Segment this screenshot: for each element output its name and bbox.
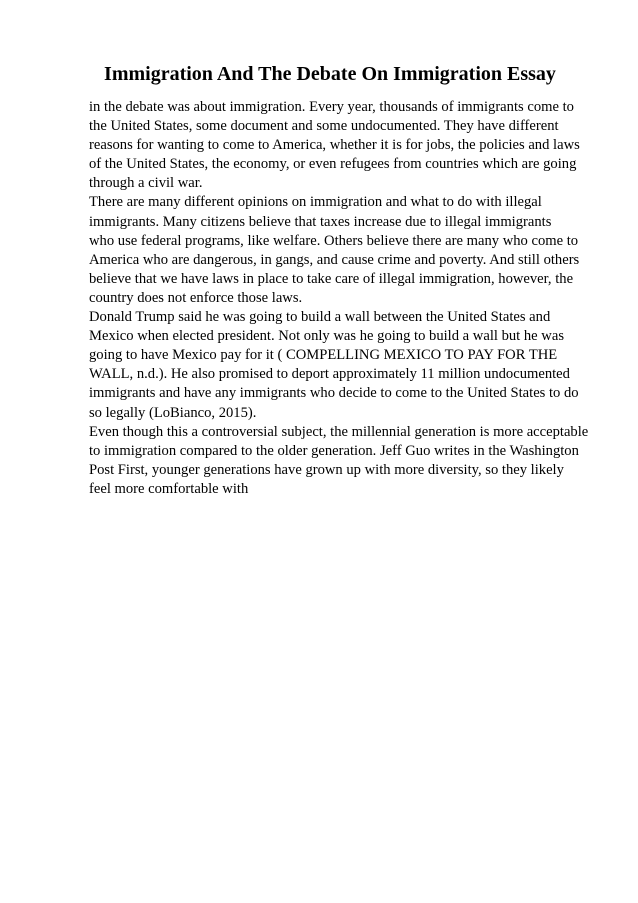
paragraph-1	[89, 98, 609, 193]
text-line: the United States, some document and some undocumented. They have different	[89, 118, 559, 135]
text-line: so legally (LoBianco, 2015).	[89, 404, 257, 421]
document-body	[89, 98, 609, 499]
text-line: who use federal programs, like welfare. Others believe there are many who come to	[89, 232, 579, 249]
text-line: reasons for wanting to come to America, whether it is for jobs, the policies and laws	[89, 137, 580, 154]
paragraph-4	[89, 423, 609, 499]
text-line: feel more comfortable with	[89, 480, 249, 497]
text-line: America who are dangerous, in gangs, and cause crime and poverty. And still others	[89, 251, 580, 268]
text-line: immigrants. Many citizens believe that taxes increase due to illegal immigrants	[89, 213, 552, 230]
text-line: Post First, younger generations have grown up with more diversity, so they likely	[89, 461, 564, 478]
text-line: immigrants and have any immigrants who decide to come to the United States to do	[89, 385, 579, 402]
text-line: through a civil war.	[89, 175, 203, 192]
paragraph-2	[89, 193, 609, 308]
text-line: in the debate was about immigration. Every year, thousands of immigrants come to	[89, 99, 574, 115]
text-line: to immigration compared to the older generation. Jeff Guo writes in the Washington	[89, 442, 579, 459]
text-line: Even though this a controversial subject, the millennial generation is more acceptable	[89, 423, 589, 440]
document-title: Immigration And The Debate On Immigration Essay	[104, 63, 556, 85]
text-line: believe that we have laws in place to take care of illegal immigration, however, the	[89, 270, 574, 287]
text-line: Donald Trump said he was going to build a wall between the United States and	[89, 309, 551, 326]
text-line: of the United States, the economy, or even refugees from countries which are going	[89, 156, 577, 173]
text-line: There are many different opinions on immigration and what to do with illegal	[89, 194, 542, 211]
text-line: WALL, n.d.). He also promised to deport approximately 11 million undocumented	[89, 366, 570, 383]
text-line: country does not enforce those laws.	[89, 289, 303, 306]
text-line: Mexico when elected president. Not only was he going to build a wall but he was	[89, 328, 564, 345]
text-line: going to have Mexico pay for it ( COMPELLING MEXICO TO PAY FOR THE	[89, 347, 558, 364]
paragraph-3	[89, 308, 609, 423]
